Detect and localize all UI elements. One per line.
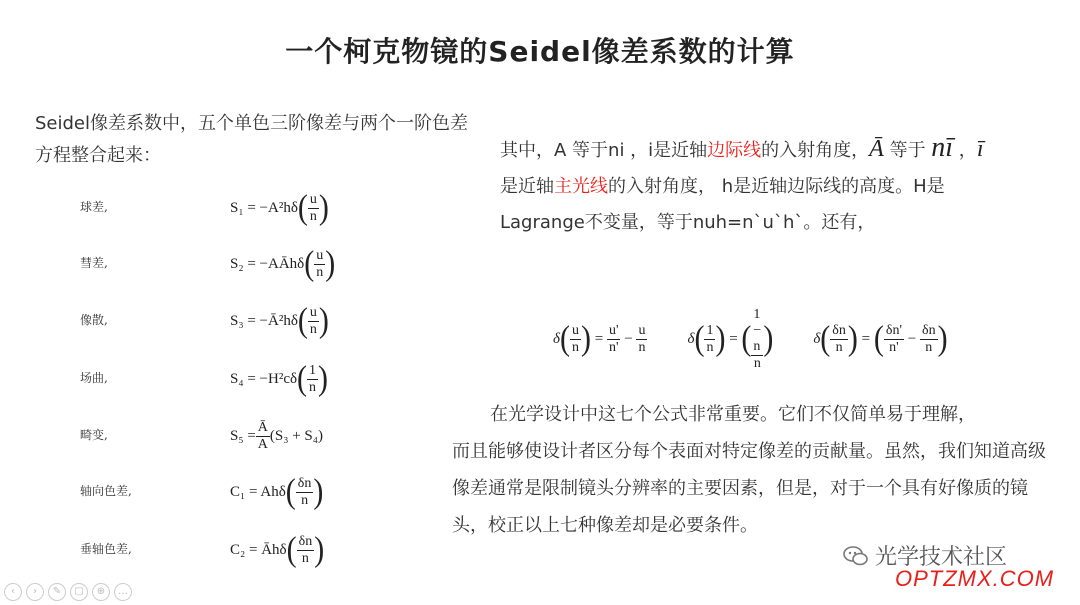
next-icon[interactable]: › [26,583,44,601]
equation-label: 垂轴色差, [80,542,132,556]
intro-text: Seidel像差系数中，五个单色三阶像差与两个一阶色差方程整合起来： [35,113,468,166]
equation-lhs: C₂ = Āhδ [230,541,287,558]
text-run: 等于 [883,140,932,161]
equation-formula [230,416,323,456]
equation-row [70,301,400,341]
equation-lhs: S₃ = −Ā²hδ [230,312,298,329]
equation-row [70,472,400,512]
operator: − [907,330,917,347]
equation-row [70,530,400,570]
frac-den: n [925,339,933,355]
equation-row [70,188,400,228]
equation-label: 场曲, [80,371,108,385]
equation-formula: C₂ = Āhδ ( $\frac{\delta n}{n}$ ) [230,530,325,569]
frac-num: u [571,322,579,338]
frac-num: u' [608,322,619,338]
equation-label: 畸变, [80,428,108,442]
equation-lhs: S₅ = [230,427,256,444]
paragraph-first-line: 在光学设计中这七个公式非常重要。它们不仅简单易于理解， [490,404,976,425]
frac-den: n [309,321,317,337]
symbol-ibar: ī [976,136,984,162]
equation-formula: S₃ = −Ā²hδ ( $\frac{u}{n}$ ) [230,301,329,340]
watermark-text: 光学技术社区 [875,545,1008,570]
frac-num: δn [832,322,846,338]
zoom-icon[interactable]: ⊕ [92,583,110,601]
frac-num: u [638,322,646,338]
frac-den: n' [889,339,899,355]
highlight-chief-ray: 主光线 [554,176,608,197]
equation-row [70,359,400,399]
symbol-abar: Ā [869,136,884,162]
frac-num: Ā [257,419,268,435]
formula-delta-1: δ ( $\frac{1}{n}$ ) = ( $\frac{1 - n}{n}$ ) [687,306,774,371]
frac-den: n [638,339,646,355]
equation-lhs: S₄ = −H²cδ [230,370,298,387]
watermark-url: OPTZMX.COM [895,566,1055,591]
formula-delta-u: δ ( $\frac{u}{n}$ ) = $\frac{u'}{n'}$ − $\frac{u}{n}$ [553,319,646,358]
frac-den: n' [608,339,619,355]
equation-label: 球差, [80,200,108,214]
formula-delta-dn: δ ( $\frac{\delta n}{n}$ ) = ( $\frac{\delta n'}{n'}$ − $\frac{\delta n}{n}$ ) [813,319,948,358]
frac-num: u [309,191,317,207]
equation-label: 轴向色差, [80,484,132,498]
operator: − [624,330,633,347]
text-run: 其中，A 等于ni ，i是近轴 [500,140,708,161]
frac-num: 1 [706,322,714,338]
frac-den: n [835,339,843,355]
frac-num: δn [921,322,936,338]
equation-row [70,416,400,456]
equation-label: 像散, [80,313,108,327]
prev-icon[interactable]: ‹ [4,583,22,601]
frac-den: n [309,379,317,395]
frac-den: n [706,339,714,355]
text-run: 的入射角度， h是近轴边际线的高度。H是Lagrange不变量，等于nuh=n`u`h`。还有， [500,176,945,233]
frac-den: n [753,355,761,371]
wechat-icon [843,545,869,567]
equation-formula: C₁ = Ahδ ( $\frac{\delta n}{n}$ ) [230,472,324,511]
page-title: 一个柯克物镜的Seidel像差系数的计算 [285,35,795,68]
equation-label: 彗差, [80,256,108,270]
equation-formula: S₁ = −A²hδ ( $\frac{u}{n}$ ) [230,188,329,227]
pen-icon[interactable]: ✎ [48,583,66,601]
importance-paragraph [452,396,1052,544]
frac-num: δn' [885,322,902,338]
frac-den: n [301,550,309,566]
definition-paragraph: 其中，A 等于ni ，i是近轴边际线的入射角度，Ā 等于 nī ，ī 是近轴主光线的入射角度， h是近轴边际线的高度。H是Lagrange不变量，等于nuh=n`u`h`。还有， [500,132,984,233]
slide-toolbar [4,583,132,601]
equation-lhs: C₁ = Ahδ [230,483,286,500]
frac-den: n [571,339,579,355]
frac-den: n [309,208,317,224]
text-run: 的入射角度， [761,140,870,161]
frac-num: 1 − n [753,306,762,354]
highlight-marginal-ray: 边际线 [707,140,762,161]
frac-den: n [316,264,324,280]
equation-tail: (S₃ + S₄) [269,427,323,444]
symbol-nibar: nī [931,132,954,163]
equation-formula: S₄ = −H²cδ ( $\frac{1}{n}$ ) [230,359,329,398]
text-run: 是近轴 [500,176,554,197]
equation-lhs: S₂ = −AĀhδ [230,255,305,272]
frac-den: A [257,436,268,452]
slides-icon[interactable]: ▢ [70,583,88,601]
paragraph-rest: 而且能够使设计者区分每个表面对特定像差的贡献量。虽然，我们知道高级像差通常是限制镜头分辨率的主要因素，但是，对于一个具有好像质的镜头，校正以上七种像差却是必要条件。 [452,441,1046,536]
frac-den: n [301,492,309,508]
derivative-formulas [553,306,983,371]
frac-num: u [309,304,317,320]
equation-formula: S₂ = −AĀhδ ( $\frac{u}{n}$ ) [230,244,336,283]
frac-num: 1 [309,362,317,378]
more-icon[interactable]: … [114,583,132,601]
equation-lhs: S₁ = −A²hδ [230,199,298,216]
frac-num: δn [298,533,313,549]
equation-row [70,244,400,284]
frac-num: δn [297,475,312,491]
frac-num: u [316,247,324,263]
